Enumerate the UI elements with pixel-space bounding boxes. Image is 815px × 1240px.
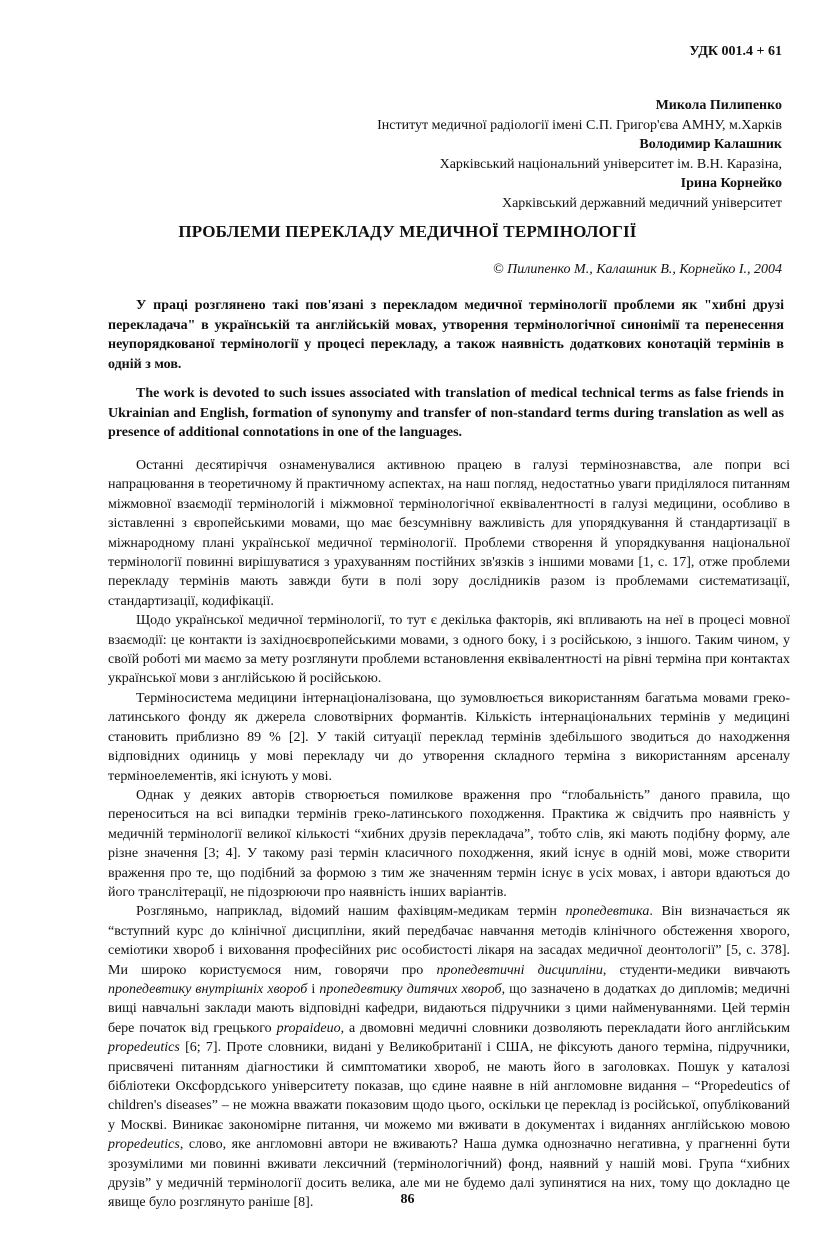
- text-run: і: [307, 981, 320, 997]
- abstract-english: The work is devoted to such issues associated with translation of medical technical terms as false friends in Ukrainian and English, formation of synonymy and transfer of non-standard terms during translation as well as presence of additional connotations in one of the languages.: [108, 386, 784, 440]
- text-run: [6; 7]. Проте словники, видані у Великобританії і США, не фіксують даного терміна, підручники, присвячені питанням діагностики й симптоматики хвороб, не мають його в заголовках. Пошук у каталозі бібліотеки Оксфордського університету показав, що єдине наявне в ній англомовне видання – “Propedeutics of children's diseases” – не можна вважати показовим щодо цього, оскільки це переклад із російської, опублікований у Москві. Виникає закономірне питання, чи можемо ми вживати в документах і виданнях англійською мовою: [108, 1040, 790, 1133]
- author-block: [377, 96, 782, 213]
- italic-term: пропедевтику внутрішніх хвороб: [108, 981, 308, 997]
- body-paragraph: [108, 611, 790, 689]
- body-paragraph: [108, 456, 790, 611]
- text-run: Розгляньмо, наприклад, відомий нашим фахівцям-медикам термін: [136, 904, 566, 920]
- author-name: Микола Пилипенко: [655, 98, 782, 113]
- body-paragraph: [108, 689, 790, 786]
- page-number: 86: [400, 1192, 415, 1207]
- body-text: [108, 456, 790, 1213]
- text-run: Останні десятиріччя ознаменувалися активною працею в галузі термінознавства, але попри всі напрацювання в теоретичному й практичному аспектах, на наш погляд, недостатньо уваги приділялося питанням міжмовної взаємодії термінологій і міжмовної термінологічної еквівалентності в галузі медицини, особливо в зіставленні з європейськими мовами, що має безсумнівну важливість для упорядкування й стандартизації в міжнародному плані української медичної термінології. Проблеми створення й упорядкування національної термінології повинні вирішуватися з урахуванням постійних зв'язків з іншими мовами [1, с. 17], отже проблеми перекладу термінів мають завжди бути в полі зору дослідників разом із проблемами систематизації, стандартизації, кодифікації.: [108, 458, 790, 609]
- italic-term: пропедевтику дитячих хвороб: [319, 981, 502, 997]
- text-run: , що зазначено в додатках до дипломів; медичні вищі навчальні заклади мають відповідні кафедри, видаються підручники з цими найменуваннями. Цей термін бере початок від грецького: [108, 981, 790, 1036]
- body-paragraph: [108, 786, 790, 902]
- udc-code: УДК 001.4 + 61: [689, 44, 782, 59]
- text-run: , студенти-медики вивчають: [602, 962, 790, 978]
- author-affiliation: Харківський державний медичний університет: [501, 195, 782, 211]
- text-run: , слово, яке англомовні автори не вживають? Наша думка однозначно негативна, у прагненні бути зрозумілими ми повинні вживати лексичний (термінологічний) фонд, наявний у нашій мові. Група “хибних друзів” у медичній термінології досить велика, але ми не будемо далі зупинятися на них, тому що докладно це явище було розглянуто раніше [8].: [108, 1137, 790, 1211]
- italic-term: propedeutics: [108, 1040, 180, 1056]
- text-run: , а двомовні медичні словники дозволяють перекладати його англійським: [340, 1020, 790, 1036]
- paper-title: ПРОБЛЕМИ ПЕРЕКЛАДУ МЕДИЧНОЇ ТЕРМІНОЛОГІЇ: [178, 222, 637, 241]
- text-run: Терміносистема медицини інтернаціоналізована, що зумовлюється використанням багатьма мовами греко-латинського фонду як джерела словотвірних формантів. Кількість інтернаціональних термінів у медицині становить приблизно 89 % [2]. У такій ситуації переклад термінів здебільшого зводиться до находження відповідних одиниць у мові перекладу чи до утворення складного терміна з використанням арсеналу терміноелементів, які існують у мові.: [108, 690, 790, 784]
- author-name: Володимир Калашник: [639, 137, 782, 152]
- abstract-ukrainian: У праці розглянено такі пов'язані з перекладом медичної термінології проблеми як "хибні друзі перекладача" в українській та англійській мовах, утворення термінологічної синонімії та перенесення неупорядкованої термінології у процесі перекладу, а також наявність додаткових конотацій термінів в одній з мов.: [108, 298, 784, 372]
- italic-term: propedeutics: [108, 1137, 180, 1153]
- text-run: . Він визначається як “вступний курс до клінічної дисципліни, який передбачає навчання методів клінічного обстеження хворого, семіотики хвороб і виховання професійних рис особистості лікаря на засадах медичної деонтології” [5, с. 378]. Ми широко користуємося ним, говорячи про: [108, 904, 790, 978]
- author-affiliation: Харківський національний університет ім. В.Н. Каразіна,: [439, 156, 782, 172]
- text-run: Щодо української медичної термінології, то тут є декілька факторів, які впливають на неї в процесі мовної взаємодії: це контакти із західноєвропейськими мовами, з одного боку, і з російською, з іншого. Таким чином, у своїй роботі ми маємо за мету розглянути проблеми встановлення еквівалентності на рівні терміна при контактах української мови з англійською й російською.: [108, 613, 790, 687]
- italic-term: propaideuo: [276, 1020, 341, 1036]
- author-affiliation: Інститут медичної радіології імені С.П. Григор'єва АМНУ, м.Харків: [377, 117, 782, 133]
- body-paragraph: [108, 902, 790, 1213]
- italic-term: пропедевтика: [565, 904, 650, 920]
- text-run: Однак у деяких авторів створюється помилкове враження про “глобальність” даного правила, що переноситься на всі випадки термінів греко-латинського походження. Практика ж свідчить про наявність у медичній термінології великої кількості “хибних друзів перекладача”, тобто слів, які мають подібну форму, але різне значення [3; 4]. У такому разі термін класичного походження, який існує в одній мові, може створити враження про те, що подібний за формою з тим же значенням термін існує в усіх мовах, і автори вдаються до його транслітерації, не підозрюючи про наявність інших варіантів.: [108, 787, 790, 900]
- italic-term: пропедевтичні дисципліни: [436, 962, 603, 978]
- author-name: Ірина Корнейко: [680, 176, 782, 191]
- copyright-line: © Пилипенко М., Калашник В., Корнейко І., 2004: [493, 262, 782, 277]
